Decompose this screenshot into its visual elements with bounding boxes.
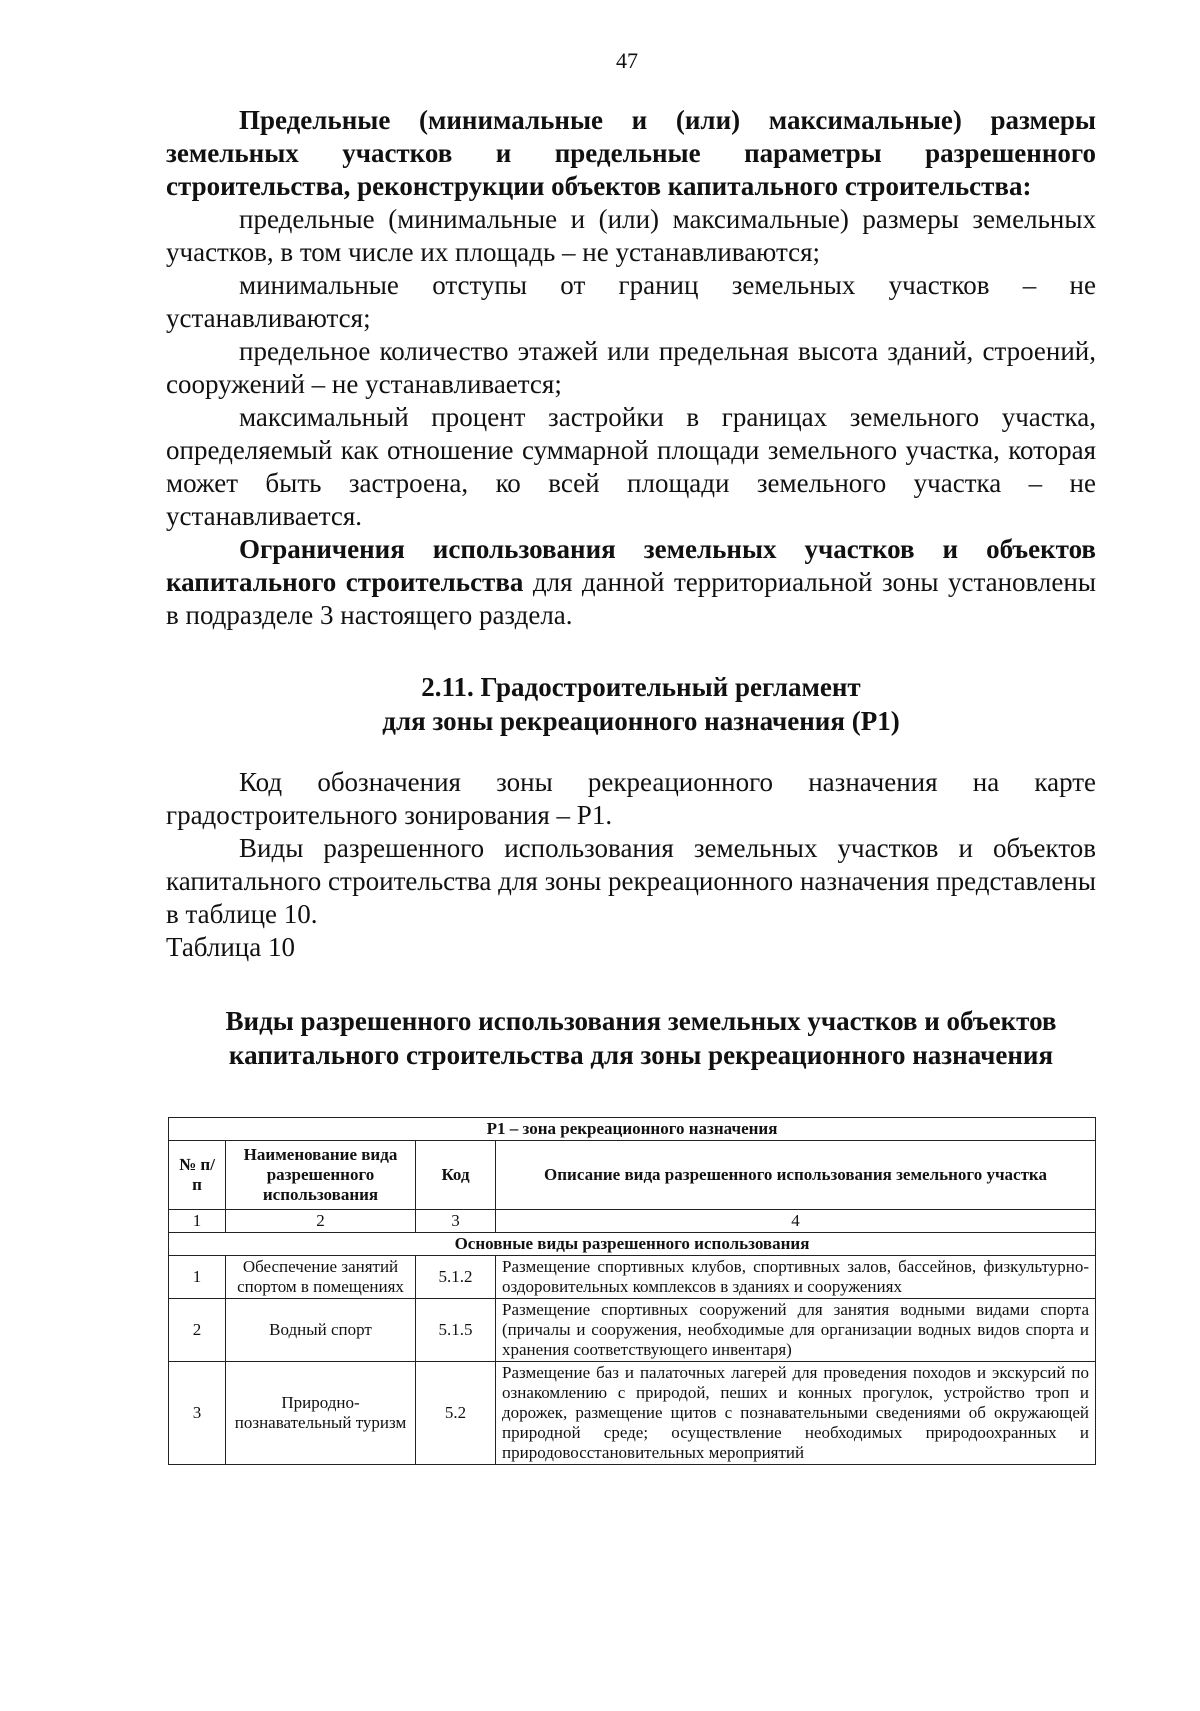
max-coverage-paragraph: максимальный процент застройки в границах земельного участка, определяемый как отношение суммарной площади земельного участка, которая может быть застроена, ко всей площади земельного участка – не устанавливается. <box>166 402 1096 531</box>
row-name: Природно-познавательный туризм <box>226 1362 416 1465</box>
section-title-line1: 2.11. Градостроительный регламент <box>421 672 861 702</box>
group-header: Основные виды разрешенного использования <box>169 1233 1096 1256</box>
min-setbacks-paragraph: минимальные отступы от границ земельных участков – не устанавливаются; <box>166 270 1096 333</box>
row-name: Обеспечение занятий спортом в помещениях <box>226 1256 416 1299</box>
section-title <box>166 670 1096 738</box>
col-number-2: 2 <box>226 1210 416 1233</box>
col-number-4: 4 <box>496 1210 1096 1233</box>
row-description: Размещение баз и палаточных лагерей для проведения походов и экскурсий по ознакомлению с природой, пеших и конных прогулок, устройство троп и дорожек, размещение щитов с познавательными сведениями об окружающей природной среде; осуществление необходимых природоохранных и природовосстановительных мероприятий <box>496 1362 1096 1465</box>
zone-header: Р1 – зона рекреационного назначения <box>169 1118 1096 1141</box>
table-row <box>169 1256 1096 1299</box>
table-row <box>169 1299 1096 1362</box>
col-header-description: Описание вида разрешенного использования земельного участка <box>496 1141 1096 1210</box>
row-code: 5.2 <box>416 1362 496 1465</box>
table-row <box>169 1362 1096 1465</box>
row-name: Водный спорт <box>226 1299 416 1362</box>
row-description: Размещение спортивных сооружений для занятия водными видами спорта (причалы и сооружения, необходимые для организации водных видов спорта и хранения соответствующего инвентаря) <box>496 1299 1096 1362</box>
row-code: 5.1.2 <box>416 1256 496 1299</box>
row-num: 2 <box>169 1299 226 1362</box>
max-floors-paragraph: предельное количество этажей или предельная высота зданий, строений, сооружений – не устанавливается; <box>166 336 1096 399</box>
col-header-name: Наименование вида разрешенного использования <box>226 1141 416 1210</box>
row-num: 3 <box>169 1362 226 1465</box>
col-header-num: № п/п <box>169 1141 226 1210</box>
usage-types-paragraph: Виды разрешенного использования земельных участков и объектов капитального строительства для зоны рекреационного назначения представлены в таблице 10. <box>166 833 1096 929</box>
row-code: 5.1.5 <box>416 1299 496 1362</box>
col-header-code: Код <box>416 1141 496 1210</box>
table-title <box>166 1004 1096 1072</box>
table-caption: Таблица 10 <box>166 932 295 962</box>
usage-table <box>168 1117 1096 1465</box>
col-number-1: 1 <box>169 1210 226 1233</box>
page-number: 47 <box>616 48 638 73</box>
section-title-line2: для зоны рекреационного назначения (Р1) <box>382 706 900 736</box>
limit-sizes-paragraph: предельные (минимальные и (или) максимальные) размеры земельных участков, в том числе их площадь – не устанавливаются; <box>166 204 1096 267</box>
restrictions-paragraph <box>166 533 1096 632</box>
row-description: Размещение спортивных клубов, спортивных залов, бассейнов, физкультурно-оздоровительных комплексов в зданиях и сооружениях <box>496 1256 1096 1299</box>
zone-code-paragraph: Код обозначения зоны рекреационного назначения на карте градостроительного зонирования – Р1. <box>166 767 1096 830</box>
table-title-line2: капитального строительства для зоны рекреационного назначения <box>228 1040 1054 1070</box>
col-number-3: 3 <box>416 1210 496 1233</box>
document-body <box>166 104 1096 1072</box>
restrictions-rest-text: для данной территориальной зоны установлены в подразделе 3 настоящего раздела. <box>166 567 1096 630</box>
table-title-line1: Виды разрешенного использования земельных участков и объектов <box>225 1006 1057 1036</box>
restrictions-bold-text: Ограничения использования земельных участков и объектов капитального строительства <box>166 534 1096 597</box>
limits-heading: Предельные (минимальные и (или) максимальные) размеры земельных участков и предельные параметры разрешенного строительства, реконструкции объектов капитального строительства: <box>166 105 1096 201</box>
row-num: 1 <box>169 1256 226 1299</box>
